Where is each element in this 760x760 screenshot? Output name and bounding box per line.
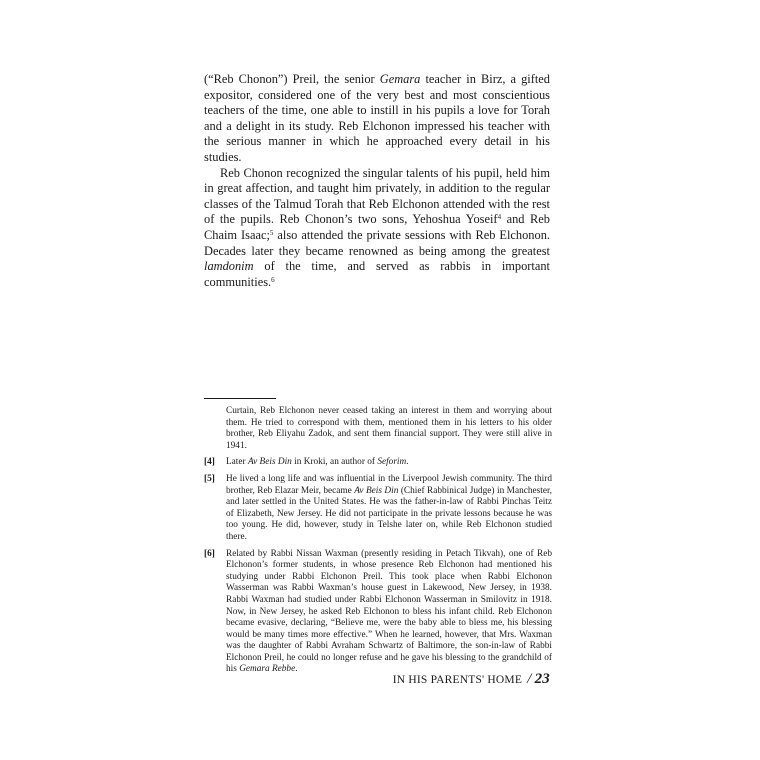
footnote-text: He lived a long life and was influential in the Liverpool Jewish community. The third brother, Reb Elazar Meir, became Av Beis Din (Chief Rabbinical Judge) in Manchester, and later settled in the United States. He was the father-in-law of Rabbi Pinchas Teitz of Elizabeth, New Jersey. He did not participate in the private lessons because he was too young. He did, however, study in Telshe later on, while Reb Elchonon studied there. [226, 473, 552, 542]
italic-term: Seforim [377, 457, 407, 468]
running-head: IN HIS PARENTS' HOME [392, 674, 523, 686]
footnote-5 [204, 474, 552, 544]
page-footer [393, 671, 550, 688]
footnote-6 [204, 549, 552, 677]
italic-term: lamdonim [204, 259, 254, 274]
footnote-number: [5] [204, 473, 215, 484]
footnote-4 [204, 457, 552, 469]
paragraph-2: Reb Chonon recognized the singular talents of his pupil, held him in great affection, and taught him privately, in addition to the regular classes of the Talmud Torah that Reb Elchonon attended with the rest of the pupils. Reb Chonon’s two sons, Yehoshua Yoseif$^4$ and Reb Chaim Isaac;$^5$ also attended the private sessions with Reb Elchonon. Decades later they became renowned as being among the greatest lamdonim of the time, and served as rabbis in important communities.$^6$ [204, 165, 550, 289]
footnote-ref: 6 [271, 275, 275, 284]
paragraph-1: (“Reb Chonon”) Preil, the senior Gemara teacher in Birz, a gifted expositor, considered one of the very best and most conscientious teachers of the time, one able to instill in his pupils a love for Torah and a delight in its study. Reb Elchonon impressed his teacher with the serious manner in which he approached every detail in his studies. [204, 72, 550, 164]
footnote-number: [4] [204, 457, 215, 468]
footer-slash: / [527, 671, 532, 687]
body-text [204, 72, 550, 290]
page-number: 23 [534, 671, 550, 687]
italic-term: Av Beis Din [354, 485, 399, 496]
italic-term: Gemara [379, 72, 421, 86]
footnote-ref: 5 [269, 228, 274, 237]
footnote-continuation: Curtain, Reb Elchonon never ceased taking an interest in them and worrying about them. He tried to correspond with them, mentioned them in his letters to his older brother, Reb Eliyahu Zadok, and sent them financial support. They were still alive in 1941. [226, 406, 552, 451]
footnote-text: Related by Rabbi Nissan Waxman (presently residing in Petach Tikvah), one of Reb Elchonon’s former students, in whose presence Reb Elchonon had mentioned his studying under Rabbi Elchonon Preil. This took place when Rabbi Elchonon Wasserman was Rabbi Waxman’s house guest in Lakewood, New Jersey, in 1938. Rabbi Waxman had studied under Rabbi Elchonon Wasserman in Smilovitz in 1918. Now, in New Jersey, he asked Reb Elchonon to bless his infant child. Reb Elchonon became evasive, declaring, “Believe me, were the baby able to bless me, his blessing would be many times more effective.” When he learned, however, that Mrs. Waxman was the daughter of Rabbi Avraham Schwartz of Baltimore, the son-in-law of Rabbi Elchonon Preil, he could no longer refuse and he gave his blessing to the grandchild of his Gemara Rebbe. [226, 548, 552, 675]
footnote-number: [6] [204, 548, 215, 559]
footnote-separator [204, 398, 276, 399]
footnote-text: Later Av Beis Din in Kroki, an author of Seforim. [226, 457, 409, 468]
footnotes [204, 406, 552, 681]
italic-term: Av Beis Din [247, 457, 292, 468]
footnote-ref: 4 [497, 213, 502, 222]
italic-term: Gemara Rebbe [239, 664, 296, 675]
